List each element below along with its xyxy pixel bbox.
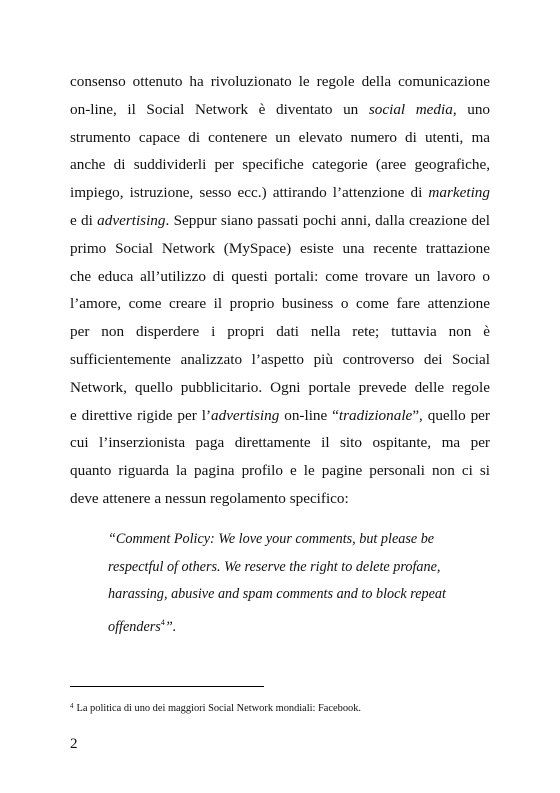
paragraph-line: sufficientemente analizzato l’aspetto più controverso dei Social xyxy=(70,350,490,368)
paragraph-line: quanto riguarda la pagina profilo e le pagine personali non ci si xyxy=(70,462,490,480)
paragraph-line: deve attenere a nessun regolamento specifico: xyxy=(70,489,349,507)
paragraph-line: primo Social Network (MySpace) esiste una recente trattazione xyxy=(70,239,490,257)
quote-line: harassing, abusive and spam comments and to block repeat xyxy=(108,586,446,603)
paragraph-line: consenso ottenuto ha rivoluzionato le regole della comunicazione xyxy=(70,73,490,90)
italic-term: advertising xyxy=(211,406,280,424)
page-number: 2 xyxy=(70,736,78,752)
paragraph-line: on-line, il Social Network è diventato un social media, uno xyxy=(70,100,490,118)
paragraph-line: e direttive rigide per l’advertising on-line “tradizionale”, quello per xyxy=(70,406,490,424)
paragraph-line: Network, quello pubblicitario. Ogni portale prevede delle regole xyxy=(70,378,490,396)
footnote-text: La politica di uno dei maggiori Social Network mondiali: Facebook. xyxy=(76,703,362,714)
italic-term: social media xyxy=(368,100,453,118)
footnote-number: 4 xyxy=(70,702,74,710)
body-paragraph xyxy=(70,68,490,513)
footnote-divider xyxy=(70,686,264,687)
paragraph-line: e di advertising. Seppur siano passati pochi anni, dalla creazione del xyxy=(70,211,490,229)
italic-term: marketing xyxy=(428,184,490,202)
paragraph-line: cui l’inserzionista paga direttamente il sito ospitante, ma per xyxy=(70,434,490,452)
paragraph-line: per non disperdere i propri dati nella rete; tuttavia non è xyxy=(70,323,490,341)
block-quote xyxy=(108,526,446,636)
paragraph-line: anche di suddividerli per specifiche categorie (aree geografiche, xyxy=(70,156,490,174)
paragraph-line: che educa all’utilizzo di questi portali: come trovare un lavoro o xyxy=(70,267,490,285)
quote-line: respectful of others. We reserve the right to delete profane, xyxy=(108,558,441,575)
quote-line: offenders$^4$”. xyxy=(108,617,177,635)
paragraph-line: l’amore, come creare il proprio business o come fare attenzione xyxy=(70,295,490,313)
italic-term: tradizionale xyxy=(338,406,413,424)
paragraph-line: strumento capace di contenere un elevato numero di utenti, ma xyxy=(70,128,490,146)
footnote xyxy=(70,702,361,714)
italic-term: advertising xyxy=(97,211,166,229)
quote-line: “Comment Policy: We love your comments, but please be xyxy=(108,531,435,547)
paragraph-line: impiego, istruzione, sesso ecc.) attirando l’attenzione di marketing xyxy=(70,184,490,202)
footnote-reference[interactable]: 4 xyxy=(160,617,165,627)
